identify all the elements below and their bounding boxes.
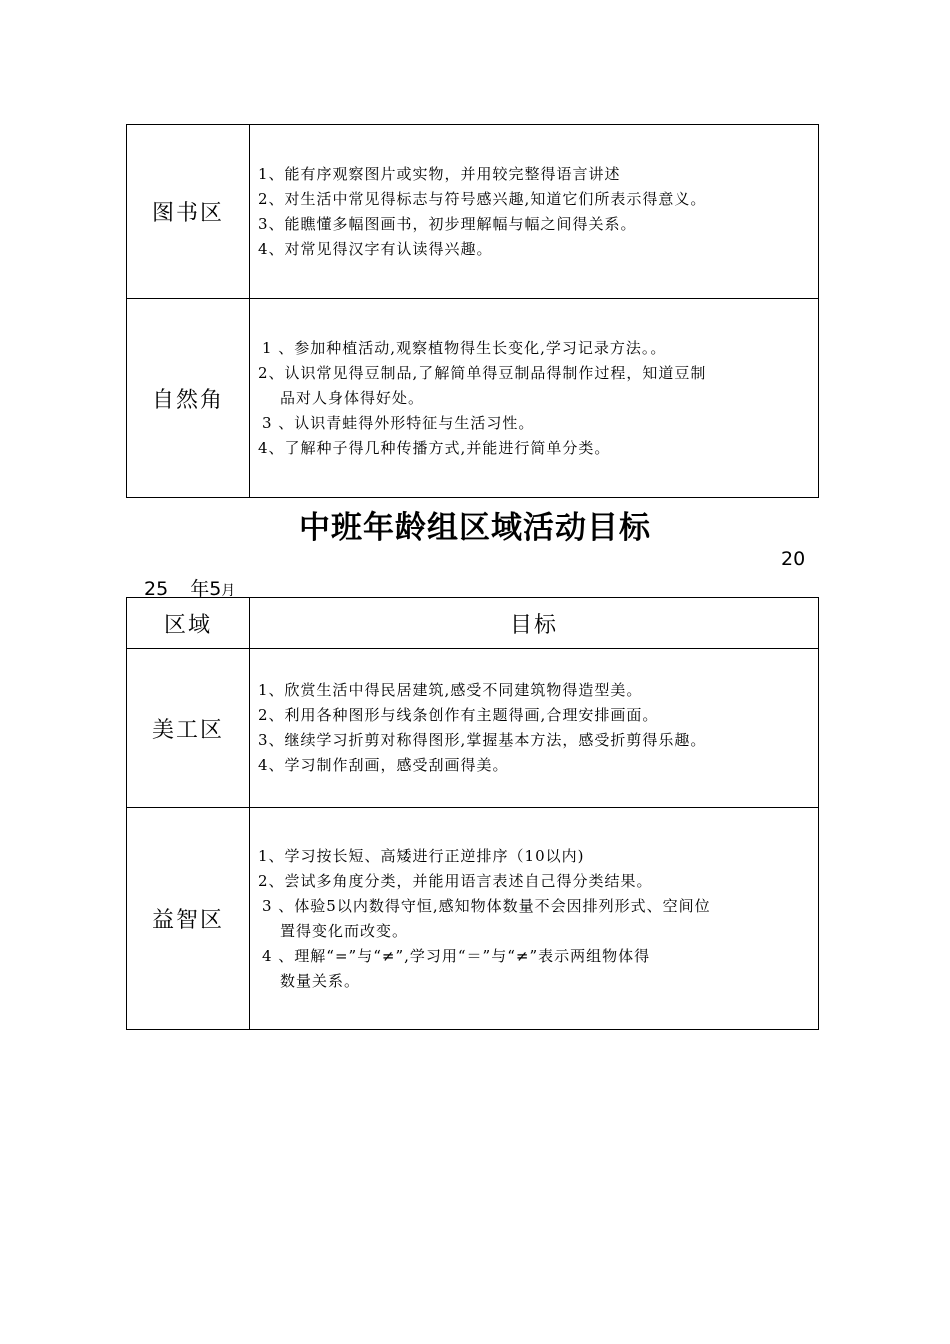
goal-item: 2、利用各种图形与线条创作有主题得画,合理安排画面。	[258, 706, 659, 724]
header-goals: 目标	[250, 598, 819, 649]
goal-item: 3、继续学习折剪对称得图形,掌握基本方法，感受折剪得乐趣。	[258, 731, 707, 749]
goal-item: 4、了解种子得几种传播方式,并能进行简单分类。	[258, 438, 611, 457]
goal-item: 置得变化而改变。	[280, 921, 409, 940]
date-year-prefix: 20	[781, 548, 806, 570]
area-cell: 自然角	[127, 299, 250, 498]
goal-item: 2、认识常见得豆制品,了解简单得豆制品得制作过程，知道豆制	[258, 363, 707, 382]
goal-item: 数量关系。	[280, 971, 361, 990]
area-cell: 益智区	[127, 808, 250, 1030]
date-year-suffix: 25	[144, 578, 169, 600]
date-month-unit: 月	[221, 583, 236, 599]
goal-item: 4、对常见得汉字有认读得兴趣。	[258, 239, 493, 258]
table-row	[127, 808, 819, 1030]
goal-item: 1、学习按长短、高矮进行正逆排序（10以内)	[258, 846, 585, 865]
goals-cell	[250, 649, 819, 808]
goals-cell	[250, 808, 819, 1030]
page-title: 中班年龄组区域活动目标	[299, 510, 651, 546]
table-row	[127, 649, 819, 808]
date-month: 年5	[190, 578, 222, 600]
area-goals-table-top	[126, 124, 819, 498]
goal-item: 3、能瞧懂多幅图画书，初步理解幅与幅之间得关系。	[258, 214, 637, 233]
goal-item: 1 、参加种植活动,观察植物得生长变化,学习记录方法。。	[262, 338, 667, 357]
goal-item: 3 、体验5以内数得守恒,感知物体数量不会因排列形式、空间位	[262, 896, 711, 915]
goal-item: 品对人身体得好处。	[280, 388, 425, 407]
area-cell: 美工区	[127, 649, 250, 808]
goals-cell	[250, 125, 819, 299]
goal-item: 1、能有序观察图片或实物，并用较完整得语言讲述	[258, 164, 621, 183]
table-row	[127, 125, 819, 299]
table-header-row	[127, 598, 819, 649]
goal-item: 2、尝试多角度分类，并能用语言表述自己得分类结果。	[258, 871, 653, 890]
goal-item: 3 、认识青蛙得外形特征与生活习性。	[262, 413, 535, 432]
area-cell: 图书区	[127, 125, 250, 299]
area-goals-table-bottom	[126, 597, 819, 1030]
goal-item: 1、欣赏生活中得民居建筑,感受不同建筑物得造型美。	[258, 681, 643, 699]
goal-item: 4 、理解“=”与“≠”,学习用“＝”与“≠”表示两组物体得	[262, 946, 651, 965]
header-area: 区域	[127, 598, 250, 649]
table-row	[127, 299, 819, 498]
goal-item: 2、对生活中常见得标志与符号感兴趣,知道它们所表示得意义。	[258, 189, 707, 208]
goal-item: 4、学习制作刮画，感受刮画得美。	[258, 756, 509, 774]
goals-cell	[250, 299, 819, 498]
